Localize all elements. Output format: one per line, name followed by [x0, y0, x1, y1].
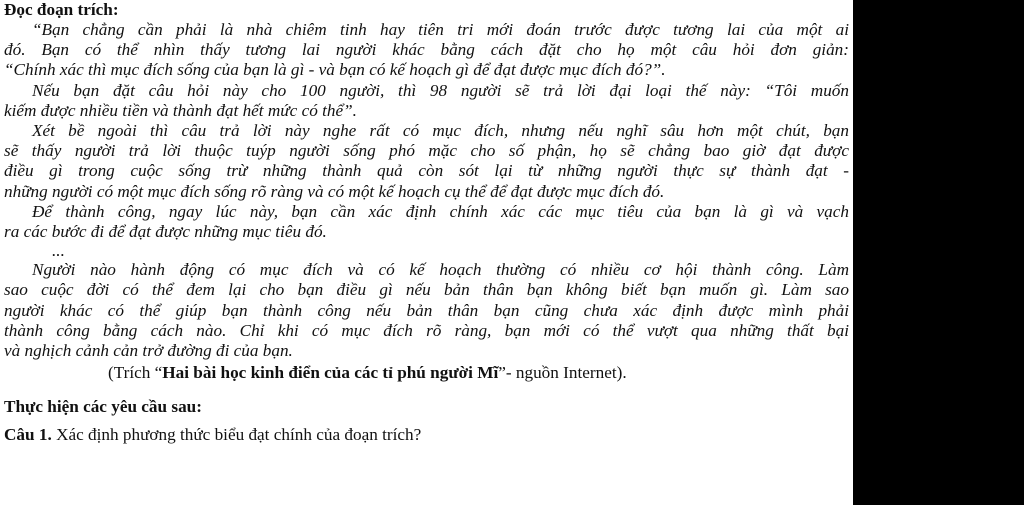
- source-citation: [4, 363, 849, 387]
- text-line: người khác có thể giúp bạn thành công nếu bản thân bạn cũng chưa xác định được mình phải: [4, 300, 849, 320]
- text-line: những người có một mục đích sống rõ ràng và có một kế hoạch cụ thể để đạt được mục đích đó.: [4, 181, 665, 201]
- question-text: Xác định phương thức biểu đạt chính của đoạn trích?: [51, 425, 422, 445]
- text-line: Xét bề ngoài thì câu trả lời này nghe rất có mục đích, nhưng nếu nghĩ sâu hơn một chút, bạn: [32, 121, 849, 141]
- text-line: thành công bằng cách nào. Chỉ khi có mục đích rõ ràng, bạn mới có thể vượt qua những thất bại: [4, 320, 849, 340]
- excerpt-paragraph-4: [4, 202, 849, 242]
- text-line: “Chính xác thì mục đích sống của bạn là gì - và bạn có kế hoạch gì để đạt được mục đích đó?”.: [4, 60, 666, 80]
- omission-ellipsis: ...: [52, 241, 65, 261]
- text-line: Để thành công, ngay lúc này, bạn cần xác định chính xác các mục tiêu của bạn là gì và vạch: [32, 201, 849, 221]
- question-1: [4, 425, 849, 445]
- text-line: “Bạn chẳng cần phải là nhà chiêm tinh hay tiên tri mới đoán trước được tương lai của một ai: [32, 20, 849, 39]
- excerpt-paragraph-5: [4, 260, 849, 361]
- excerpt-paragraph-2: [4, 81, 849, 121]
- text-line: sao cuộc đời có thể đem lại cho bạn điều gì nếu bản thân bạn không biết bạn muốn gì. Làm sao: [4, 280, 849, 300]
- excerpt-paragraph-1: [4, 20, 849, 81]
- text-line: điều gì trong cuộc sống trừ những thành quả còn sót lại từ những người thực sự thành đạt -: [4, 161, 849, 181]
- citation-prefix: (Trích “: [108, 363, 163, 383]
- question-label: Câu 1.: [4, 425, 52, 445]
- citation-title: Hai bài học kinh điển của các tỉ phú người Mĩ: [162, 363, 499, 383]
- text-line: Người nào hành động có mục đích và có kế hoạch thường có nhiều cơ hội thành công. Làm: [32, 260, 849, 280]
- black-margin-panel: [853, 0, 1024, 505]
- text-line: sẽ thấy người trả lời thuộc tuýp người sống phó mặc cho số phận, họ sẽ chẳng bao giờ đạt được: [4, 141, 849, 161]
- text-line: và nghịch cảnh cản trở đường đi của bạn.: [4, 341, 293, 361]
- section-heading: Đọc đoạn trích:: [4, 0, 119, 19]
- task-heading: Thực hiện các yêu cầu sau:: [4, 397, 202, 417]
- text-line: đó. Bạn có thể nhìn thấy tương lai người khác bằng cách đặt cho họ một câu hỏi đơn giản:: [4, 40, 849, 60]
- citation-suffix: ”- nguồn Internet).: [498, 363, 627, 383]
- excerpt-paragraph-3: [4, 121, 849, 202]
- text-line: ra các bước đi để đạt được những mục tiêu đó.: [4, 222, 327, 242]
- text-line: kiếm được nhiều tiền và thành đạt hết mức có thể”.: [4, 100, 357, 120]
- text-line: Nếu bạn đặt câu hỏi này cho 100 người, thì 98 người sẽ trả lời đại loại thế này: “Tôi muốn: [32, 80, 849, 100]
- document-body: [4, 0, 849, 445]
